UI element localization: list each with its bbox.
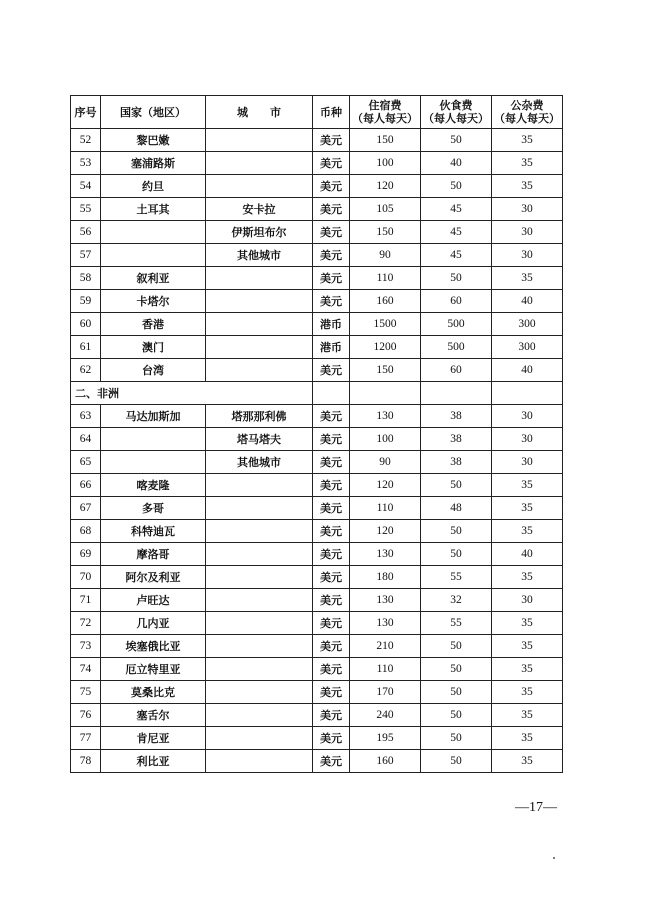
seq-cell: 75 xyxy=(71,681,101,704)
table-row xyxy=(71,290,563,313)
table-row xyxy=(71,152,563,175)
currency-cell: 美元 xyxy=(313,244,350,267)
meals-cell: 50 xyxy=(421,658,492,681)
meals-cell: 40 xyxy=(421,152,492,175)
currency-cell: 港币 xyxy=(313,313,350,336)
currency-cell: 美元 xyxy=(313,635,350,658)
country-cell: 卢旺达 xyxy=(101,589,206,612)
seq-cell: 54 xyxy=(71,175,101,198)
table-row xyxy=(71,658,563,681)
meals-cell: 38 xyxy=(421,451,492,474)
table-row xyxy=(71,704,563,727)
misc-cell: 35 xyxy=(492,152,563,175)
city-cell xyxy=(206,336,313,359)
header-lodging-title: 住宿费 xyxy=(368,99,402,112)
misc-cell: 35 xyxy=(492,727,563,750)
currency-cell: 美元 xyxy=(313,405,350,428)
table-row xyxy=(71,750,563,773)
table-row xyxy=(71,681,563,704)
misc-cell: 35 xyxy=(492,658,563,681)
seq-cell: 59 xyxy=(71,290,101,313)
currency-cell: 美元 xyxy=(313,451,350,474)
currency-cell: 美元 xyxy=(313,658,350,681)
misc-cell: 30 xyxy=(492,244,563,267)
country-cell: 叙利亚 xyxy=(101,267,206,290)
misc-cell: 35 xyxy=(492,681,563,704)
country-cell: 约旦 xyxy=(101,175,206,198)
meals-cell: 50 xyxy=(421,520,492,543)
country-cell: 几内亚 xyxy=(101,612,206,635)
city-cell xyxy=(206,129,313,152)
header-meals-unit: （每人每天） xyxy=(423,112,489,125)
misc-cell: 40 xyxy=(492,543,563,566)
seq-cell: 78 xyxy=(71,750,101,773)
currency-cell: 美元 xyxy=(313,566,350,589)
currency-cell: 美元 xyxy=(313,198,350,221)
empty-cell xyxy=(492,382,563,405)
section-label: 二、非洲 xyxy=(71,382,313,405)
lodging-cell: 110 xyxy=(350,658,421,681)
country-cell: 埃塞俄比亚 xyxy=(101,635,206,658)
country-cell: 塞舌尔 xyxy=(101,704,206,727)
meals-cell: 50 xyxy=(421,267,492,290)
currency-cell: 美元 xyxy=(313,497,350,520)
lodging-cell: 90 xyxy=(350,451,421,474)
currency-cell: 美元 xyxy=(313,520,350,543)
city-cell: 塔马塔夫 xyxy=(206,428,313,451)
country-cell: 科特迪瓦 xyxy=(101,520,206,543)
currency-cell: 美元 xyxy=(313,612,350,635)
table-row xyxy=(71,474,563,497)
seq-cell: 65 xyxy=(71,451,101,474)
seq-cell: 73 xyxy=(71,635,101,658)
table-row xyxy=(71,589,563,612)
lodging-cell: 240 xyxy=(350,704,421,727)
country-cell xyxy=(101,221,206,244)
meals-cell: 50 xyxy=(421,750,492,773)
lodging-cell: 130 xyxy=(350,589,421,612)
seq-cell: 70 xyxy=(71,566,101,589)
currency-cell: 美元 xyxy=(313,428,350,451)
misc-cell: 40 xyxy=(492,359,563,382)
city-cell xyxy=(206,566,313,589)
seq-cell: 69 xyxy=(71,543,101,566)
table-row xyxy=(71,359,563,382)
lodging-cell: 130 xyxy=(350,612,421,635)
country-cell: 利比亚 xyxy=(101,750,206,773)
lodging-cell: 150 xyxy=(350,359,421,382)
city-cell xyxy=(206,750,313,773)
seq-cell: 55 xyxy=(71,198,101,221)
lodging-cell: 105 xyxy=(350,198,421,221)
country-cell: 摩洛哥 xyxy=(101,543,206,566)
misc-cell: 35 xyxy=(492,175,563,198)
misc-cell: 40 xyxy=(492,290,563,313)
meals-cell: 50 xyxy=(421,727,492,750)
misc-cell: 300 xyxy=(492,313,563,336)
country-cell: 喀麦隆 xyxy=(101,474,206,497)
empty-cell xyxy=(350,382,421,405)
misc-cell: 30 xyxy=(492,405,563,428)
table-row xyxy=(71,451,563,474)
misc-cell: 35 xyxy=(492,474,563,497)
currency-cell: 美元 xyxy=(313,359,350,382)
currency-cell: 美元 xyxy=(313,543,350,566)
city-cell xyxy=(206,359,313,382)
misc-cell: 35 xyxy=(492,612,563,635)
country-cell xyxy=(101,428,206,451)
seq-cell: 74 xyxy=(71,658,101,681)
table-row xyxy=(71,244,563,267)
table-row xyxy=(71,635,563,658)
lodging-cell: 160 xyxy=(350,290,421,313)
lodging-cell: 120 xyxy=(350,474,421,497)
header-meals-title: 伙食费 xyxy=(439,99,473,112)
table-body xyxy=(71,129,563,773)
meals-cell: 38 xyxy=(421,428,492,451)
lodging-cell: 130 xyxy=(350,405,421,428)
header-lodging-unit: （每人每天） xyxy=(352,112,418,125)
meals-cell: 32 xyxy=(421,589,492,612)
lodging-cell: 110 xyxy=(350,267,421,290)
currency-cell: 美元 xyxy=(313,290,350,313)
lodging-cell: 100 xyxy=(350,428,421,451)
city-cell xyxy=(206,175,313,198)
table-row xyxy=(71,267,563,290)
city-cell xyxy=(206,474,313,497)
misc-cell: 300 xyxy=(492,336,563,359)
lodging-cell: 120 xyxy=(350,520,421,543)
seq-cell: 53 xyxy=(71,152,101,175)
country-cell: 卡塔尔 xyxy=(101,290,206,313)
lodging-cell: 150 xyxy=(350,221,421,244)
meals-cell: 45 xyxy=(421,221,492,244)
table-row xyxy=(71,520,563,543)
header-misc-title: 公杂费 xyxy=(510,99,544,112)
city-cell: 其他城市 xyxy=(206,451,313,474)
lodging-cell: 100 xyxy=(350,152,421,175)
currency-cell: 美元 xyxy=(313,681,350,704)
header-currency: 币种 xyxy=(313,96,350,129)
header-seq: 序号 xyxy=(71,96,101,129)
city-cell: 塔那那利佛 xyxy=(206,405,313,428)
country-cell: 澳门 xyxy=(101,336,206,359)
seq-cell: 68 xyxy=(71,520,101,543)
header-city: 城 市 xyxy=(206,96,313,129)
lodging-cell: 150 xyxy=(350,129,421,152)
table-row xyxy=(71,405,563,428)
currency-cell: 港币 xyxy=(313,336,350,359)
currency-cell: 美元 xyxy=(313,727,350,750)
country-cell: 黎巴嫩 xyxy=(101,129,206,152)
table-row xyxy=(71,336,563,359)
meals-cell: 60 xyxy=(421,290,492,313)
table-header xyxy=(71,96,563,129)
city-cell xyxy=(206,290,313,313)
seq-cell: 62 xyxy=(71,359,101,382)
meals-cell: 500 xyxy=(421,313,492,336)
country-cell: 马达加斯加 xyxy=(101,405,206,428)
misc-cell: 30 xyxy=(492,221,563,244)
header-misc-unit: （每人每天） xyxy=(494,112,560,125)
meals-cell: 50 xyxy=(421,129,492,152)
city-cell: 其他城市 xyxy=(206,244,313,267)
meals-cell: 50 xyxy=(421,681,492,704)
currency-cell: 美元 xyxy=(313,221,350,244)
country-cell: 肯尼亚 xyxy=(101,727,206,750)
misc-cell: 30 xyxy=(492,589,563,612)
lodging-cell: 90 xyxy=(350,244,421,267)
city-cell xyxy=(206,681,313,704)
country-cell: 土耳其 xyxy=(101,198,206,221)
header-meals xyxy=(421,96,492,129)
section-row xyxy=(71,382,563,405)
table-row xyxy=(71,543,563,566)
lodging-cell: 170 xyxy=(350,681,421,704)
city-cell xyxy=(206,152,313,175)
misc-cell: 30 xyxy=(492,451,563,474)
header-misc xyxy=(492,96,563,129)
misc-cell: 30 xyxy=(492,198,563,221)
meals-cell: 50 xyxy=(421,635,492,658)
seq-cell: 71 xyxy=(71,589,101,612)
country-cell: 台湾 xyxy=(101,359,206,382)
lodging-cell: 1200 xyxy=(350,336,421,359)
seq-cell: 60 xyxy=(71,313,101,336)
seq-cell: 58 xyxy=(71,267,101,290)
city-cell: 安卡拉 xyxy=(206,198,313,221)
misc-cell: 35 xyxy=(492,520,563,543)
misc-cell: 35 xyxy=(492,704,563,727)
meals-cell: 38 xyxy=(421,405,492,428)
header-row xyxy=(71,96,563,129)
seq-cell: 66 xyxy=(71,474,101,497)
misc-cell: 30 xyxy=(492,428,563,451)
meals-cell: 50 xyxy=(421,704,492,727)
meals-cell: 48 xyxy=(421,497,492,520)
city-cell xyxy=(206,497,313,520)
table-row xyxy=(71,566,563,589)
table-row xyxy=(71,313,563,336)
currency-cell: 美元 xyxy=(313,152,350,175)
city-cell xyxy=(206,727,313,750)
city-cell: 伊斯坦布尔 xyxy=(206,221,313,244)
country-cell: 塞浦路斯 xyxy=(101,152,206,175)
country-cell: 多哥 xyxy=(101,497,206,520)
empty-cell xyxy=(421,382,492,405)
meals-cell: 50 xyxy=(421,474,492,497)
meals-cell: 45 xyxy=(421,198,492,221)
table-row xyxy=(71,129,563,152)
empty-cell xyxy=(313,382,350,405)
lodging-cell: 180 xyxy=(350,566,421,589)
city-cell xyxy=(206,704,313,727)
country-cell xyxy=(101,451,206,474)
seq-cell: 56 xyxy=(71,221,101,244)
city-cell xyxy=(206,658,313,681)
city-cell xyxy=(206,313,313,336)
seq-cell: 77 xyxy=(71,727,101,750)
meals-cell: 55 xyxy=(421,566,492,589)
seq-cell: 52 xyxy=(71,129,101,152)
seq-cell: 63 xyxy=(71,405,101,428)
currency-cell: 美元 xyxy=(313,589,350,612)
currency-cell: 美元 xyxy=(313,267,350,290)
meals-cell: 50 xyxy=(421,175,492,198)
misc-cell: 35 xyxy=(492,566,563,589)
table-row xyxy=(71,727,563,750)
city-cell xyxy=(206,267,313,290)
seq-cell: 57 xyxy=(71,244,101,267)
table-row xyxy=(71,497,563,520)
meals-cell: 50 xyxy=(421,543,492,566)
country-cell xyxy=(101,244,206,267)
currency-cell: 美元 xyxy=(313,750,350,773)
city-cell xyxy=(206,520,313,543)
city-cell xyxy=(206,543,313,566)
misc-cell: 35 xyxy=(492,267,563,290)
meals-cell: 45 xyxy=(421,244,492,267)
table-row xyxy=(71,612,563,635)
header-lodging xyxy=(350,96,421,129)
seq-cell: 72 xyxy=(71,612,101,635)
city-cell xyxy=(206,612,313,635)
misc-cell: 35 xyxy=(492,750,563,773)
city-cell xyxy=(206,635,313,658)
country-cell: 莫桑比克 xyxy=(101,681,206,704)
lodging-cell: 1500 xyxy=(350,313,421,336)
currency-cell: 美元 xyxy=(313,704,350,727)
seq-cell: 67 xyxy=(71,497,101,520)
meals-cell: 500 xyxy=(421,336,492,359)
table-row xyxy=(71,175,563,198)
seq-cell: 64 xyxy=(71,428,101,451)
currency-cell: 美元 xyxy=(313,129,350,152)
seq-cell: 61 xyxy=(71,336,101,359)
seq-cell: 76 xyxy=(71,704,101,727)
page-number: —17— xyxy=(515,800,557,815)
meals-cell: 60 xyxy=(421,359,492,382)
currency-cell: 美元 xyxy=(313,474,350,497)
lodging-cell: 110 xyxy=(350,497,421,520)
misc-cell: 35 xyxy=(492,497,563,520)
header-country: 国家（地区） xyxy=(101,96,206,129)
lodging-cell: 120 xyxy=(350,175,421,198)
country-cell: 厄立特里亚 xyxy=(101,658,206,681)
table-row xyxy=(71,428,563,451)
currency-cell: 美元 xyxy=(313,175,350,198)
country-cell: 阿尔及利亚 xyxy=(101,566,206,589)
meals-cell: 55 xyxy=(421,612,492,635)
lodging-cell: 160 xyxy=(350,750,421,773)
lodging-cell: 130 xyxy=(350,543,421,566)
lodging-cell: 210 xyxy=(350,635,421,658)
table-row xyxy=(71,198,563,221)
city-cell xyxy=(206,589,313,612)
country-cell: 香港 xyxy=(101,313,206,336)
misc-cell: 35 xyxy=(492,635,563,658)
allowance-table xyxy=(70,95,563,773)
misc-cell: 35 xyxy=(492,129,563,152)
table-row xyxy=(71,221,563,244)
lodging-cell: 195 xyxy=(350,727,421,750)
scan-speck xyxy=(553,857,555,859)
